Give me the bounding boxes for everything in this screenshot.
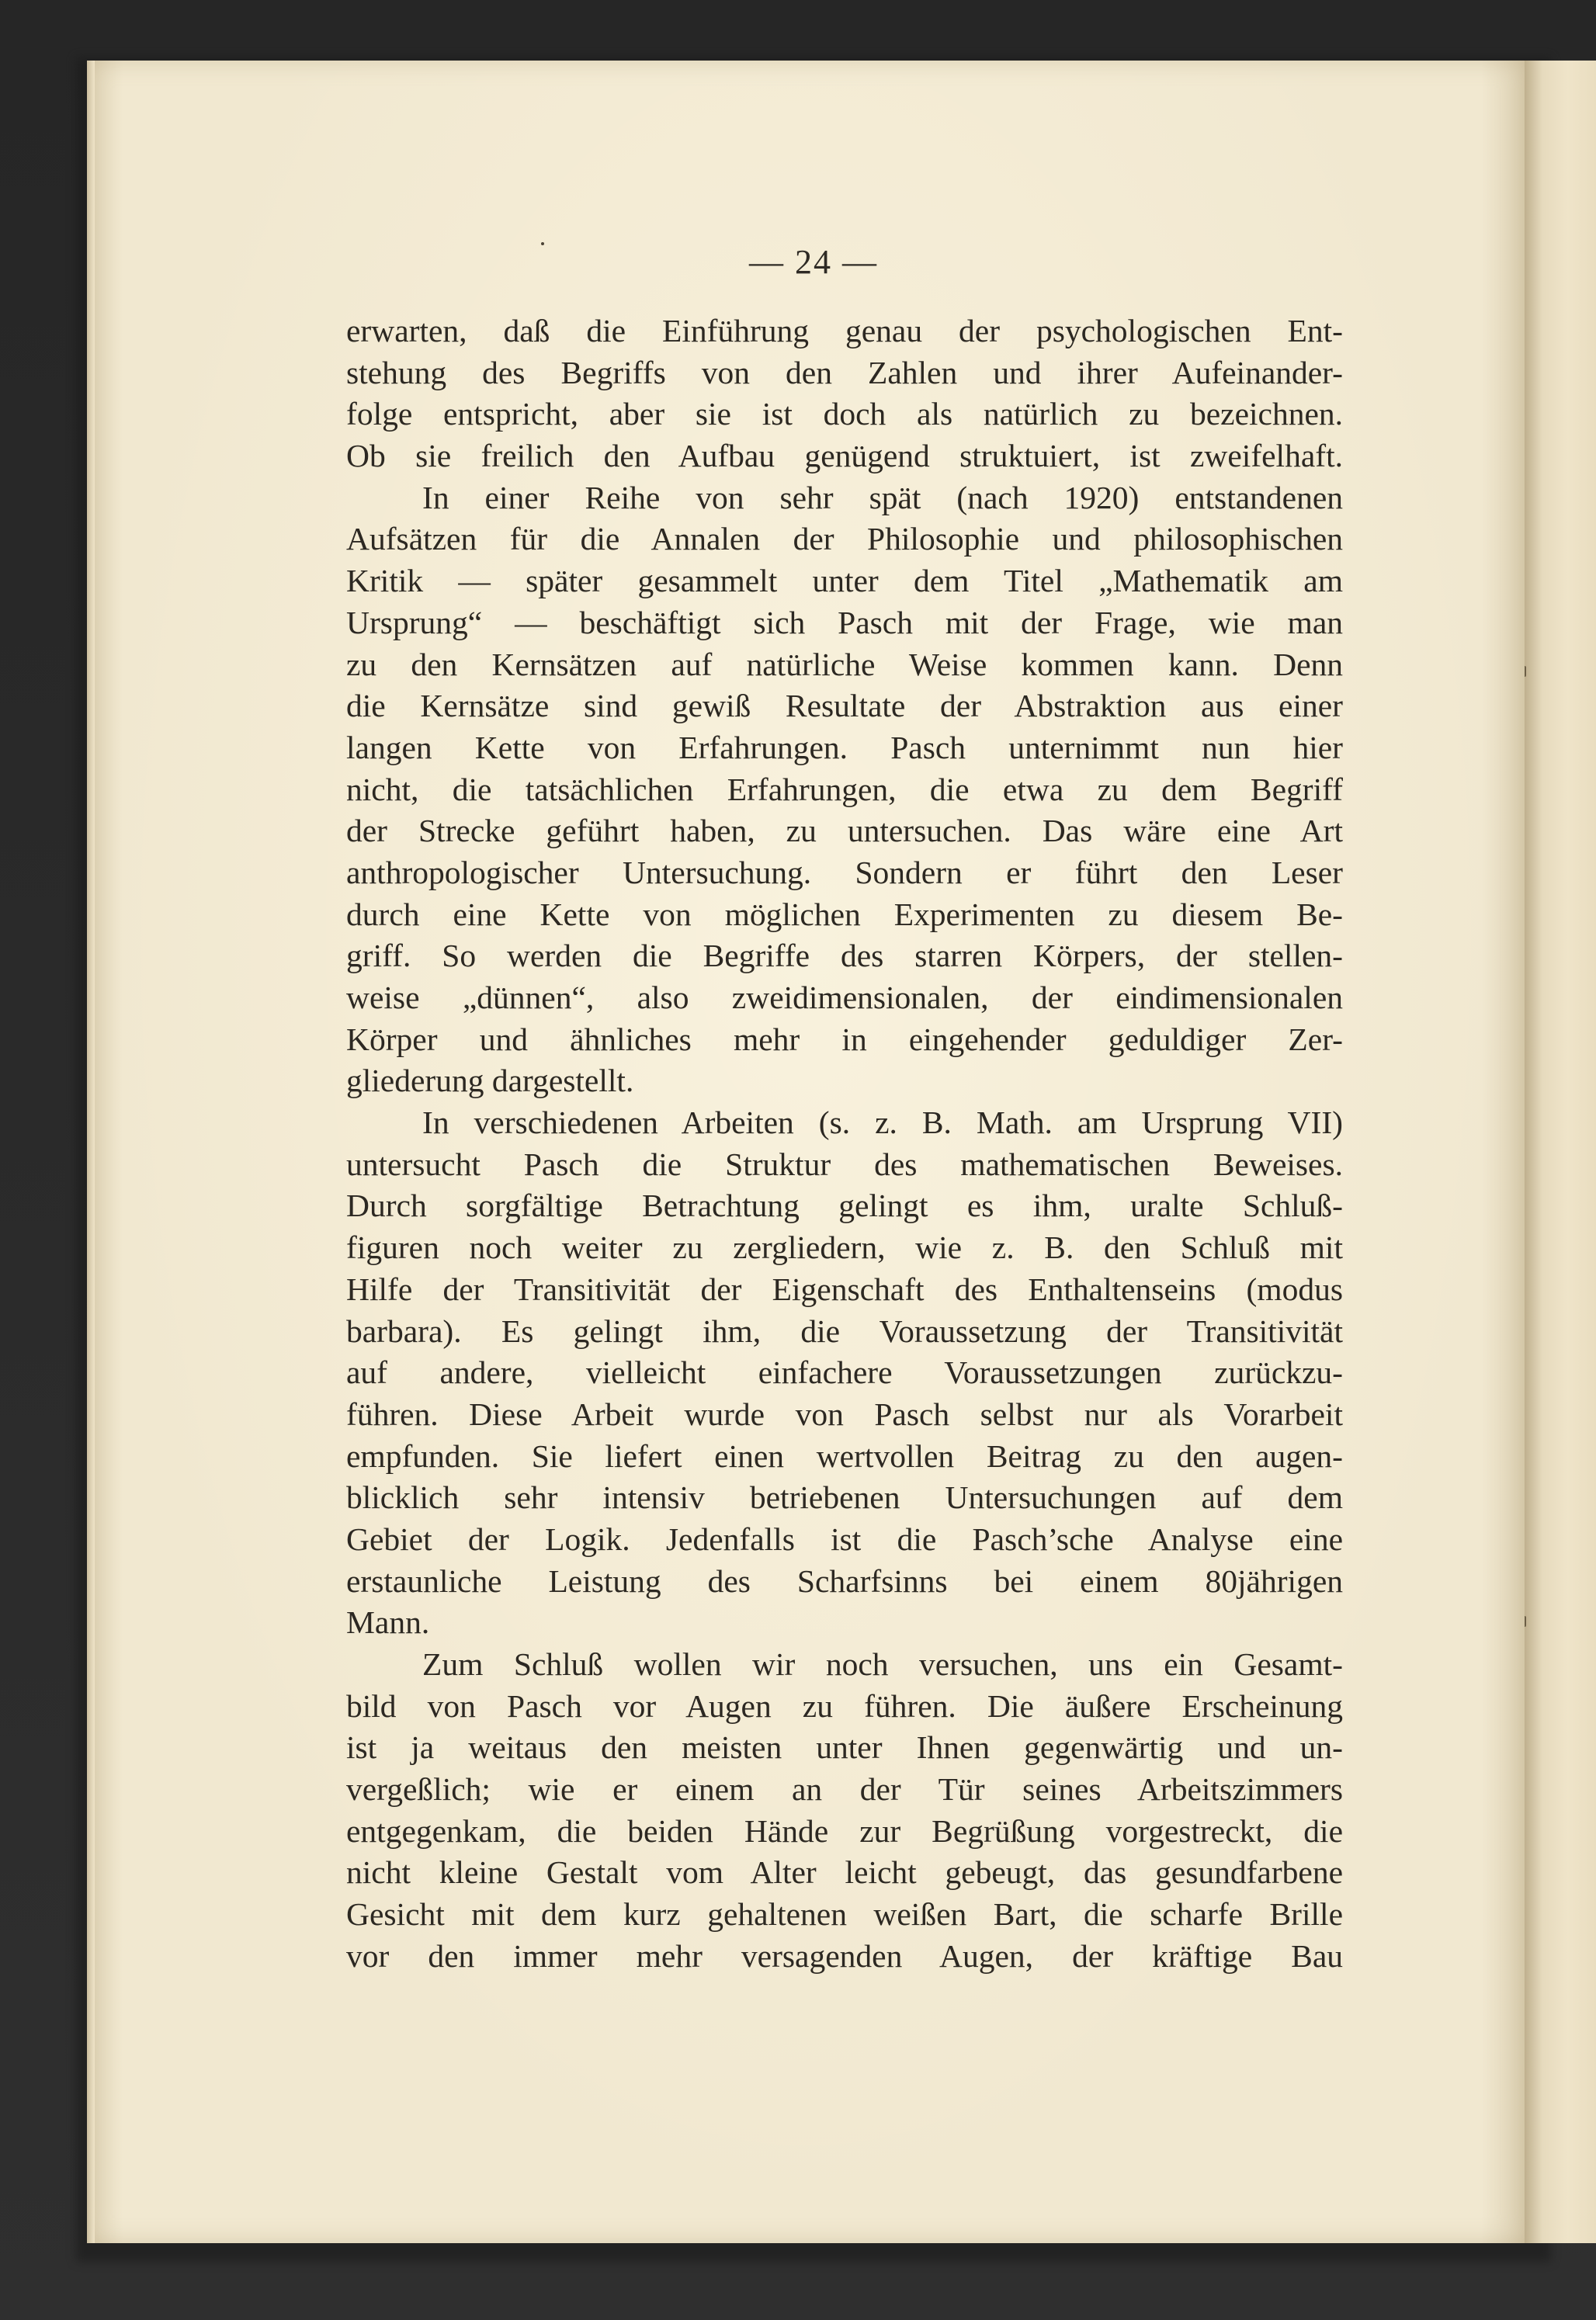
text-line: Aufsätzen für die Annalen der Philosophie und philosophischen: [346, 521, 1343, 557]
text-line: Gesicht mit dem kurz gehaltenen weißen Bart, die scharfe Brille: [346, 1896, 1343, 1933]
text-line: figuren noch weiter zu zergliedern, wie z. B. den Schluß mit: [346, 1229, 1343, 1266]
text-line: erwarten, daß die Einführung genau der psychologischen Ent-: [346, 313, 1343, 349]
next-page-edge: [1525, 61, 1596, 2243]
text-line: Durch sorgfältige Betrachtung gelingt es ihm, uralte Schluß-: [346, 1188, 1343, 1224]
text-line: die Kernsätze sind gewiß Resultate der Abstraktion aus einer: [346, 688, 1343, 724]
text-line: durch eine Kette von möglichen Experimenten zu diesem Be-: [346, 896, 1343, 932]
text-line: empfunden. Sie liefert einen wertvollen Beitrag zu den augen-: [346, 1437, 1343, 1474]
text-line: auf andere, vielleicht einfachere Voraussetzungen zurückzu-: [346, 1354, 1343, 1391]
text-line: weise „dünnen“, also zweidimensionalen, der eindimensionalen: [346, 980, 1343, 1015]
text-line: blicklich sehr intensiv betriebenen Untersuchungen auf dem: [346, 1479, 1343, 1516]
text-line: langen Kette von Erfahrungen. Pasch unternimmt nun hier: [346, 729, 1343, 765]
text-line: In verschiedenen Arbeiten (s. z. B. Math. am Ursprung VII): [422, 1105, 1343, 1141]
text-line: nicht, die tatsächlichen Erfahrungen, die etwa zu dem Begriff: [346, 771, 1343, 807]
text-line: Ob sie freilich den Aufbau genügend struktuiert, ist zweifelhaft.: [346, 438, 1343, 474]
text-line: erstaunliche Leistung des Scharfsinns bei einem 80jährigen: [346, 1562, 1343, 1599]
text-line: vergeßlich; wie er einem an der Tür seines Arbeitszimmers: [346, 1771, 1343, 1808]
text-line: Gebiet der Logik. Jedenfalls ist die Pasch’sche Analyse eine: [346, 1521, 1343, 1557]
text-line: untersucht Pasch die Struktur des mathematischen Beweises.: [346, 1146, 1343, 1182]
text-line: stehung des Begriffs von den Zahlen und ihrer Aufeinander-: [346, 354, 1343, 390]
text-line: barbara). Es gelingt ihm, die Voraussetzung der Transitivität: [346, 1313, 1343, 1349]
text-line: gliederung dargestellt.: [346, 1063, 634, 1099]
text-line: vor den immer mehr versagenden Augen, der kräftige Bau: [346, 1937, 1343, 1974]
text-line: entgegenkam, die beiden Hände zur Begrüßung vorgestreckt, die: [346, 1812, 1343, 1849]
text-line: Körper und ähnliches mehr in eingehender geduldiger Zer-: [346, 1021, 1343, 1057]
text-line: der Strecke geführt haben, zu untersuchen. Das wäre eine Art: [346, 813, 1343, 849]
text-line: folge entspricht, aber sie ist doch als natürlich zu bezeichnen.: [346, 396, 1343, 432]
text-line: Zum Schluß wollen wir noch versuchen, uns ein Gesamt-: [422, 1646, 1343, 1682]
text-line: Mann.: [346, 1604, 430, 1641]
text-line: zu den Kernsätzen auf natürliche Weise kommen kann. Denn: [346, 646, 1343, 682]
page-gutter: [87, 61, 95, 2243]
body-text: [346, 310, 1343, 1978]
text-line: führen. Diese Arbeit wurde von Pasch selbst nur als Vorarbeit: [346, 1396, 1343, 1432]
text-line: nicht kleine Gestalt vom Alter leicht gebeugt, das gesundfarbene: [346, 1854, 1343, 1891]
text-line: anthropologischer Untersuchung. Sondern er führt den Leser: [346, 854, 1343, 890]
text-line: Kritik — später gesammelt unter dem Titel „Mathematik am: [346, 563, 1343, 599]
text-line: In einer Reihe von sehr spät (nach 1920) entstandenen: [422, 479, 1343, 515]
text-line: griff. So werden die Begriffe des starren Körpers, der stellen-: [346, 938, 1343, 974]
text-line: Ursprung“ — beschäftigt sich Pasch mit der Frage, wie man: [346, 604, 1343, 640]
text-line: bild von Pasch vor Augen zu führen. Die äußere Erscheinung: [346, 1687, 1343, 1724]
text-line: ist ja weitaus den meisten unter Ihnen gegenwärtig und un-: [346, 1729, 1343, 1766]
text-line: Hilfe der Transitivität der Eigenschaft des Enthaltenseins (modus: [346, 1271, 1343, 1307]
page-number: — 24 —: [749, 243, 878, 281]
